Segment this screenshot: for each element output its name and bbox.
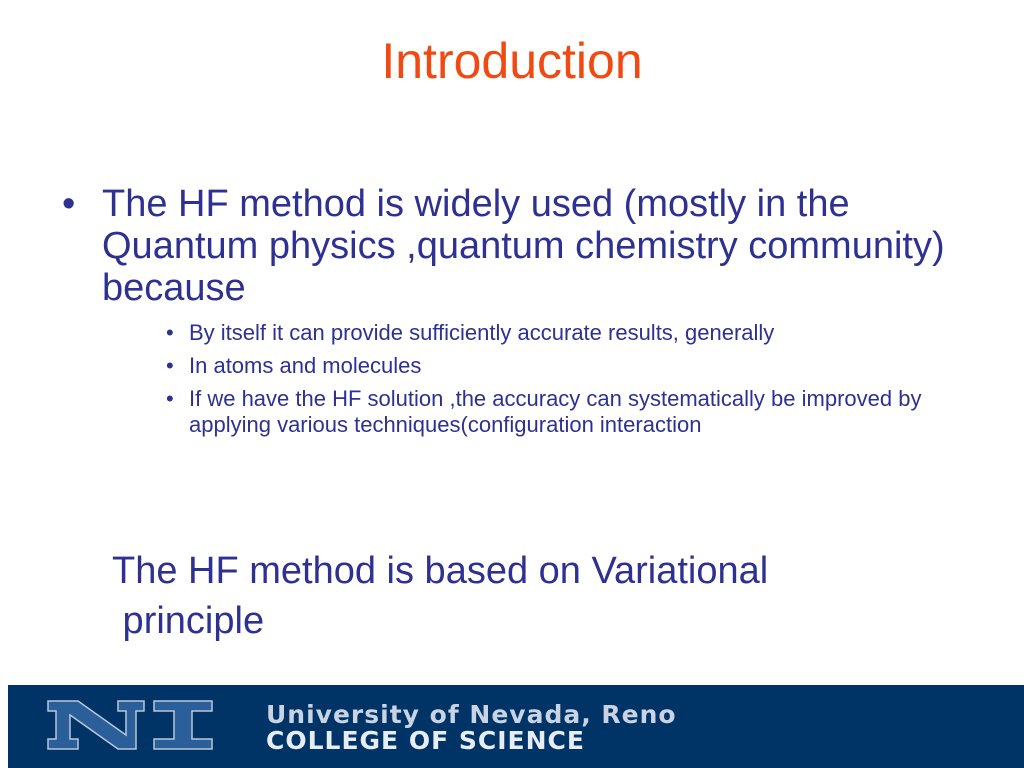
bullet-marker: • <box>166 353 174 378</box>
main-bullet-item <box>62 183 962 309</box>
college-name: COLLEGE OF SCIENCE <box>266 726 585 755</box>
main-bullet-list <box>62 183 962 309</box>
sub-bullet-item <box>166 353 956 379</box>
university-logo <box>44 697 220 753</box>
main-bullet-text: The HF method is widely used (mostly in the Quantum physics ,quantum chemistry community) because <box>102 183 945 309</box>
bullet-marker: • <box>166 320 174 345</box>
sub-bullet-list <box>166 320 956 445</box>
conclusion-line-1: The HF method is based on Variational <box>112 550 769 592</box>
sub-bullet-item <box>166 320 956 346</box>
sub-bullet-text: By itself it can provide sufficiently accurate results, generally <box>189 320 775 345</box>
footer-banner <box>8 685 1024 768</box>
conclusion-line-2: principle <box>112 600 265 642</box>
university-name: University of Nevada, Reno <box>266 700 677 729</box>
bullet-marker: • <box>166 386 174 411</box>
slide-title: Introduction <box>381 33 643 89</box>
sub-bullet-text: If we have the HF solution ,the accuracy can systematically be improved by applying various techniques(configuration interaction <box>189 386 922 437</box>
sub-bullet-item <box>166 386 956 438</box>
conclusion-text <box>112 546 932 646</box>
bullet-marker: • <box>62 183 76 225</box>
sub-bullet-text: In atoms and molecules <box>189 353 422 378</box>
